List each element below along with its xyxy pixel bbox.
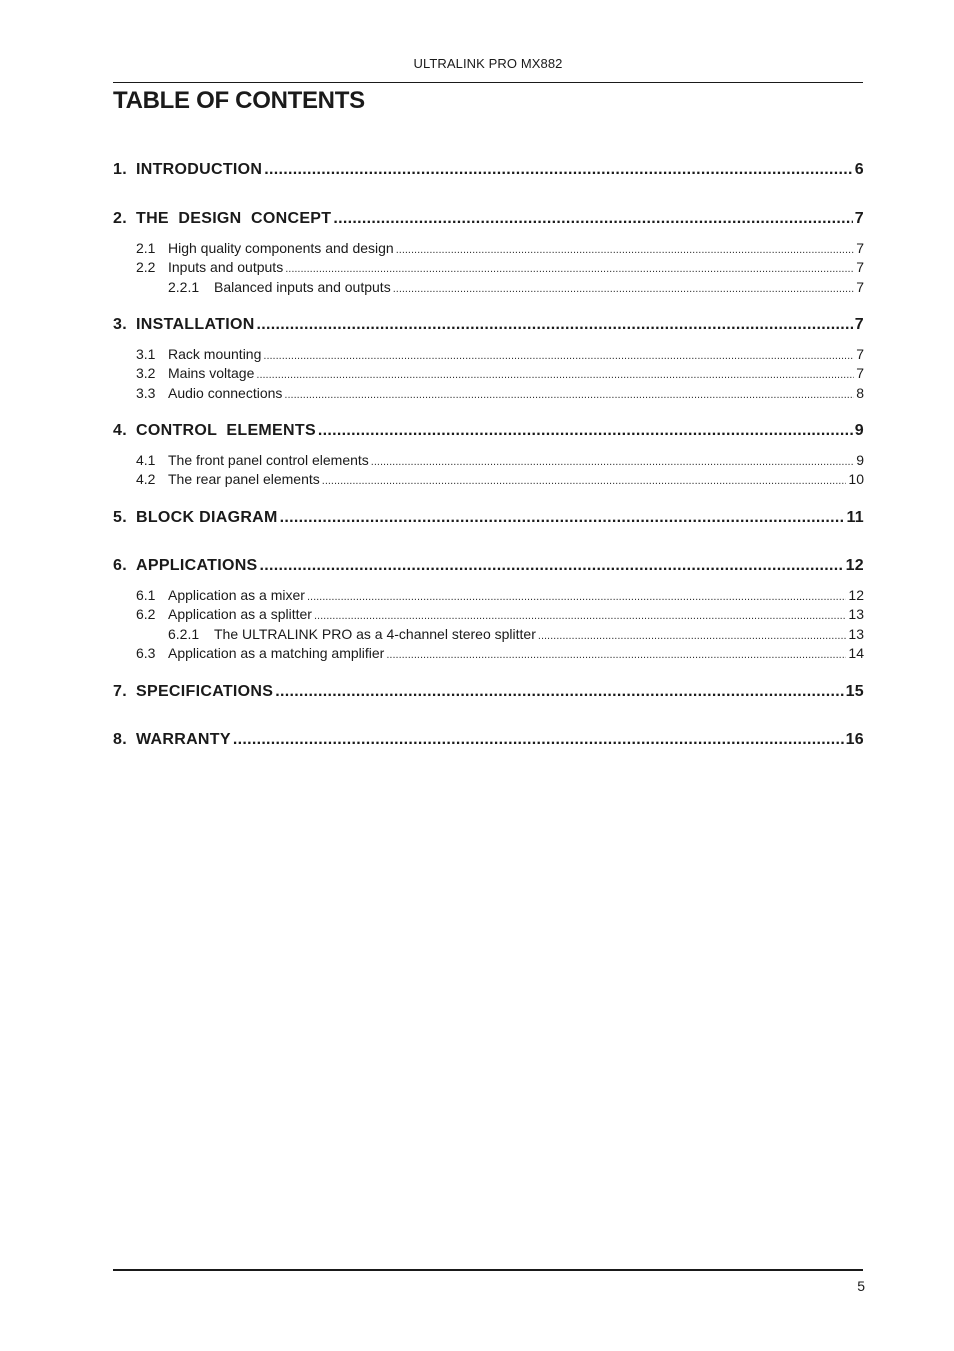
running-header: ULTRALINK PRO MX882 (413, 56, 563, 71)
toc-entry-number: 4. (113, 422, 127, 439)
toc-entry-number: 7. (113, 683, 127, 700)
toc-entry[interactable] (113, 421, 864, 441)
toc-entry-label: CONTROL ELEMENTS (136, 422, 316, 439)
page-title: TABLE OF CONTENTS (113, 87, 365, 114)
dot-leader (318, 421, 853, 441)
toc-section-introduction (113, 160, 864, 180)
toc-subentry[interactable] (113, 586, 864, 605)
dot-leader (393, 280, 855, 299)
toc-entry[interactable] (113, 730, 864, 750)
toc-subsubentry-page: 7 (856, 278, 864, 295)
toc-entry[interactable] (113, 682, 864, 702)
toc-subentry-label: Application as a splitter (168, 606, 312, 623)
toc-subsubentry[interactable] (113, 278, 864, 297)
toc-entry[interactable] (113, 556, 864, 576)
toc-subentry[interactable] (113, 384, 864, 403)
dot-leader (538, 627, 847, 646)
toc-section-applications (113, 556, 864, 664)
page-number: 5 (857, 1278, 865, 1294)
toc-subentry-page: 8 (856, 384, 864, 401)
toc-subsubentry-number: 2.2.1 (168, 278, 200, 295)
toc-entry-page: 9 (854, 422, 864, 439)
toc-section-installation (113, 315, 864, 403)
toc-subentry[interactable] (113, 451, 864, 470)
toc-subentry-label: The rear panel elements (168, 471, 320, 488)
toc-entry-page: 7 (854, 210, 864, 227)
header-rule (113, 82, 863, 83)
toc-subentry[interactable] (113, 644, 864, 663)
toc-subentry[interactable] (113, 239, 864, 258)
toc-subentry-page: 12 (848, 587, 864, 603)
toc-subentry-page: 14 (848, 645, 864, 662)
toc-subentry-page: 10 (848, 471, 864, 488)
toc-entry-label: THE DESIGN CONCEPT (136, 210, 332, 227)
toc-subentry-label: Application as a matching amplifier (168, 645, 385, 662)
toc-subentry-number: 4.2 (136, 471, 156, 488)
dot-leader (371, 453, 854, 472)
dot-leader (264, 160, 853, 180)
toc-entry-number: 1. (113, 161, 127, 178)
toc-subsubentry-label: Balanced inputs and outputs (214, 278, 391, 295)
toc-entry-label: APPLICATIONS (136, 557, 258, 574)
toc-entry-number: 3. (113, 316, 127, 333)
toc-subentry-page: 7 (856, 240, 864, 256)
toc-subsubentry[interactable] (113, 625, 864, 644)
toc-subentry-page: 7 (856, 346, 864, 362)
toc-entry[interactable] (113, 508, 864, 528)
dot-leader (256, 366, 854, 385)
toc-entry-number: 2. (113, 210, 127, 227)
toc-entry-label: BLOCK DIAGRAM (136, 509, 278, 526)
toc-subentry-number: 3.1 (136, 346, 156, 362)
toc-entry-label: INTRODUCTION (136, 161, 263, 178)
toc-entry[interactable] (113, 209, 864, 229)
toc-subentry-label: The front panel control elements (168, 452, 369, 468)
toc-subentry-number: 6.3 (136, 645, 156, 662)
dot-leader (233, 730, 844, 750)
toc-entry-label: SPECIFICATIONS (136, 683, 274, 700)
dot-leader (257, 315, 853, 335)
toc-subsubentry-page: 13 (848, 625, 864, 642)
toc-entry[interactable] (113, 315, 864, 335)
toc-subentry-number: 2.1 (136, 240, 156, 256)
toc-subsubentry-number: 6.2.1 (168, 625, 200, 642)
toc-subentry-number: 3.3 (136, 384, 156, 401)
dot-leader (284, 386, 854, 405)
toc-subentry[interactable] (113, 364, 864, 383)
toc-entry-number: 5. (113, 509, 127, 526)
toc-subentry[interactable] (113, 345, 864, 364)
toc-subentry-number: 4.1 (136, 452, 156, 468)
toc-subentry-number: 6.1 (136, 587, 156, 603)
toc-subentry[interactable] (113, 258, 864, 277)
toc-section-control-elements (113, 421, 864, 490)
toc-entry-page: 16 (845, 731, 864, 748)
toc-entry-page: 7 (854, 316, 864, 333)
toc-subentry-label: Audio connections (168, 384, 283, 401)
toc-subentry-page: 7 (856, 259, 864, 276)
toc-subentry-label: Inputs and outputs (168, 259, 284, 276)
dot-leader (307, 588, 846, 607)
toc-section-design-concept (113, 209, 864, 297)
toc-entry-page: 6 (854, 161, 864, 178)
toc-section-warranty (113, 730, 864, 750)
toc-subsubentry-label: The ULTRALINK PRO as a 4-channel stereo splitter (214, 625, 536, 642)
toc-subentry[interactable] (113, 605, 864, 624)
toc-section-specifications (113, 682, 864, 702)
toc-entry-label: WARRANTY (136, 731, 231, 748)
toc-subentry-page: 9 (856, 452, 864, 468)
dot-leader (263, 347, 854, 366)
toc-entry[interactable] (113, 160, 864, 180)
footer-rule (113, 1269, 863, 1271)
dot-leader (275, 682, 843, 702)
toc-subentry-label: Rack mounting (168, 346, 262, 362)
dot-leader (280, 508, 845, 528)
toc-entry-number: 8. (113, 731, 127, 748)
dot-leader (322, 472, 847, 491)
toc-subentry-label: Application as a mixer (168, 587, 305, 603)
toc-subentry-page: 13 (848, 606, 864, 623)
toc-entry-page: 15 (845, 683, 864, 700)
toc-subentry-number: 2.2 (136, 259, 156, 276)
toc-section-block-diagram (113, 508, 864, 528)
dot-leader (333, 209, 852, 229)
toc-entry-label: INSTALLATION (136, 316, 255, 333)
dot-leader (386, 646, 846, 665)
toc-subentry-number: 3.2 (136, 365, 156, 382)
toc-subentry-label: Mains voltage (168, 365, 255, 382)
toc-entry-page: 11 (846, 509, 864, 526)
toc-entry-number: 6. (113, 557, 127, 574)
dot-leader (260, 556, 844, 576)
toc-subentry-number: 6.2 (136, 606, 156, 623)
toc-subentry[interactable] (113, 470, 864, 489)
toc-subentry-label: High quality components and design (168, 240, 394, 256)
toc-entry-page: 12 (845, 557, 864, 574)
dot-leader (396, 241, 855, 260)
toc-subentry-page: 7 (856, 365, 864, 382)
